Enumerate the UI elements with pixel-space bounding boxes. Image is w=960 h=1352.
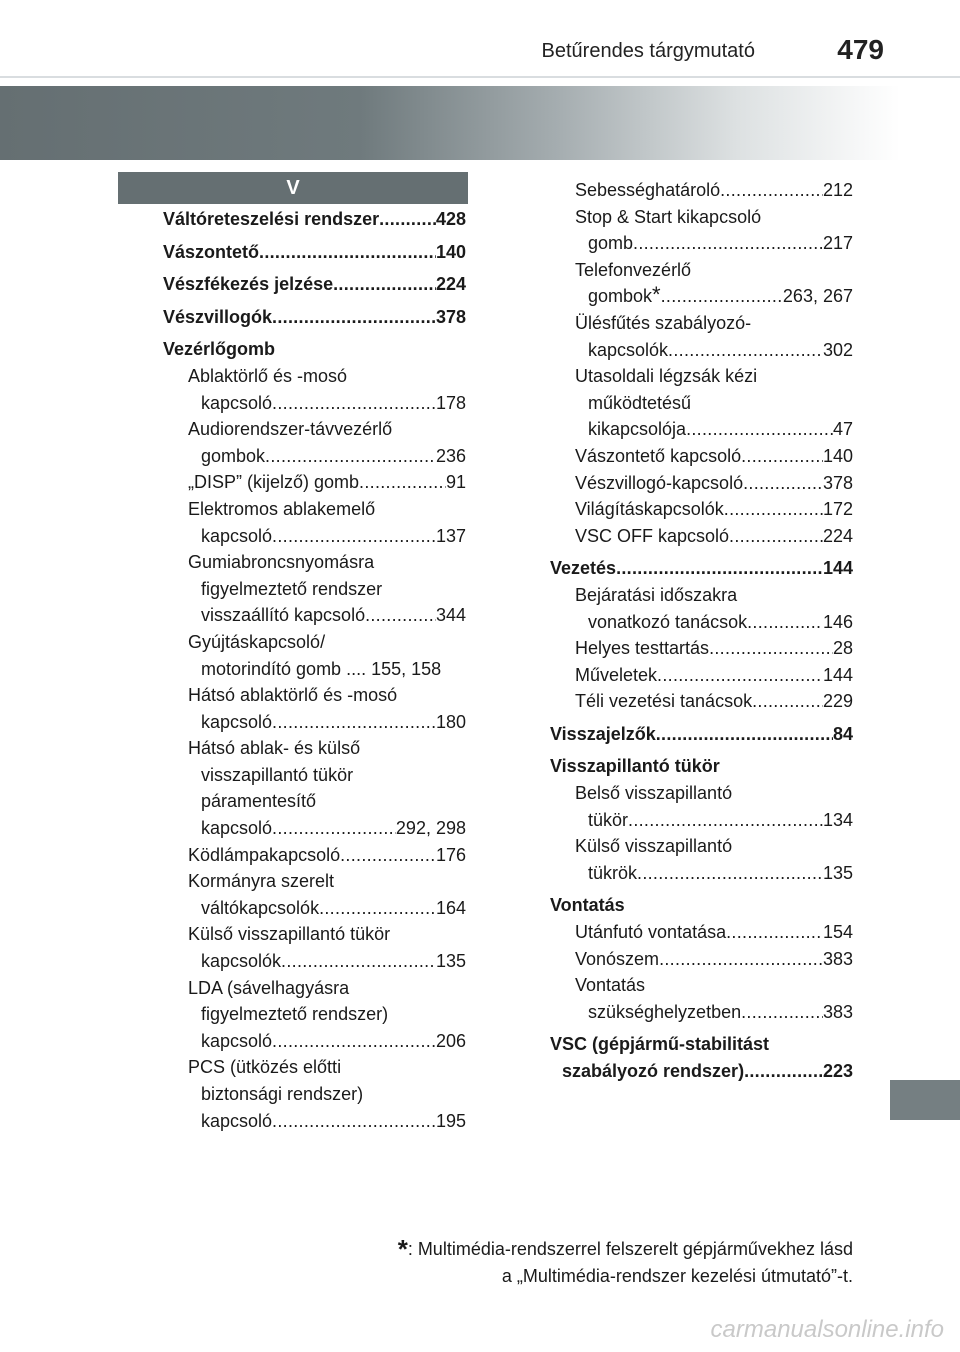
index-entry bbox=[550, 721, 853, 748]
index-entry bbox=[550, 635, 853, 662]
index-entry bbox=[550, 204, 853, 231]
index-entry bbox=[163, 336, 466, 363]
index-entry-term: Telefonvezérlő bbox=[575, 259, 692, 280]
index-entry bbox=[163, 304, 466, 331]
index-entry bbox=[550, 1058, 853, 1085]
index-entry-term: Vészvillogók bbox=[163, 306, 273, 327]
index-entry-term: „DISP” (kijelző) gomb bbox=[188, 472, 360, 493]
index-entry-term: tükrök bbox=[588, 862, 638, 883]
index-entry bbox=[163, 842, 466, 869]
index-entry-term: kapcsoló bbox=[201, 818, 273, 839]
index-entry-page: 263, 267 bbox=[782, 286, 853, 307]
footnote-line-1: *: Multimédia-rendszerrel felszerelt gépjárművekhez lásd bbox=[397, 1234, 853, 1264]
dot-leader bbox=[661, 283, 783, 310]
dot-leader bbox=[729, 523, 823, 550]
index-entry-term: Utasoldali légzsák kézi bbox=[575, 366, 758, 387]
dot-leader bbox=[265, 443, 436, 470]
index-entry-term: kapcsolók bbox=[201, 951, 282, 972]
index-entry-term: Hátsó ablaktörlő és -mosó bbox=[188, 685, 398, 706]
index-entry-page: 223 bbox=[822, 1061, 853, 1081]
index-entry-term: kapcsoló bbox=[201, 1110, 273, 1131]
dot-leader bbox=[272, 709, 436, 736]
dot-leader bbox=[272, 1028, 436, 1055]
dot-leader bbox=[657, 662, 823, 689]
index-column-right bbox=[550, 177, 853, 1085]
dot-leader bbox=[281, 948, 436, 975]
index-entry-term: Utánfutó vontatása bbox=[575, 922, 727, 943]
index-entry bbox=[163, 523, 466, 550]
index-entry-page: 135 bbox=[822, 862, 853, 883]
dot-leader bbox=[744, 1058, 823, 1085]
footnote bbox=[293, 1236, 853, 1290]
index-entry-term: működtetésű bbox=[588, 392, 692, 413]
index-entry bbox=[163, 1081, 466, 1108]
index-entry bbox=[163, 1054, 466, 1081]
index-entry-term: LDA (sávelhagyásra bbox=[188, 977, 350, 998]
index-entry-page: 140 bbox=[822, 445, 853, 466]
index-entry-term: Kormányra szerelt bbox=[188, 871, 335, 892]
chapter-side-tab bbox=[890, 1080, 960, 1120]
index-entry bbox=[163, 549, 466, 576]
index-entry-term: Műveletek bbox=[575, 664, 658, 685]
index-entry-page: 236 bbox=[435, 445, 466, 466]
index-entry bbox=[550, 177, 853, 204]
index-entry-term: tükör bbox=[588, 809, 629, 830]
index-entry bbox=[550, 999, 853, 1026]
index-entry-term: Visszajelzők bbox=[550, 723, 656, 744]
index-entry bbox=[163, 975, 466, 1002]
dot-leader bbox=[686, 416, 833, 443]
index-entry-term: Belső visszapillantó bbox=[575, 783, 733, 804]
index-entry bbox=[550, 363, 853, 390]
index-entry-term: PCS (ütközés előtti bbox=[188, 1057, 342, 1078]
index-entry-term: kapcsoló bbox=[201, 1030, 273, 1051]
dot-leader bbox=[272, 815, 396, 842]
header-divider bbox=[0, 76, 960, 78]
index-entry bbox=[163, 948, 466, 975]
index-entry-term: váltókapcsolók bbox=[201, 897, 320, 918]
index-entry-term: visszaállító kapcsoló bbox=[201, 605, 366, 626]
index-entry bbox=[163, 868, 466, 895]
index-entry: gombok * ..... 263, 267 bbox=[550, 283, 853, 310]
index-entry-term: vonatkozó tanácsok bbox=[588, 611, 748, 632]
index-entry bbox=[163, 815, 466, 842]
index-entry-page: 217 bbox=[822, 233, 853, 254]
index-entry-term: Elektromos ablakemelő bbox=[188, 498, 376, 519]
index-entry bbox=[550, 555, 853, 582]
dot-leader bbox=[656, 721, 833, 748]
index-entry-term: Téli vezetési tanácsok bbox=[575, 691, 753, 712]
index-entry-page: 428 bbox=[435, 209, 466, 229]
index-entry bbox=[163, 735, 466, 762]
index-entry-page: 292, 298 bbox=[395, 818, 466, 839]
dot-leader bbox=[333, 271, 436, 298]
index-entry bbox=[550, 257, 853, 284]
index-entry-page: 146 bbox=[822, 611, 853, 632]
index-entry bbox=[550, 860, 853, 887]
index-entry-page: 176 bbox=[435, 844, 466, 865]
footnote-star: * bbox=[397, 1234, 408, 1264]
index-entry bbox=[163, 788, 466, 815]
index-entry-page: 144 bbox=[822, 664, 853, 685]
index-entry bbox=[550, 470, 853, 497]
index-entry bbox=[163, 602, 466, 629]
index-entry-term: Vászontető bbox=[163, 241, 260, 262]
index-entry-term: Helyes testtartás bbox=[575, 638, 710, 659]
dot-leader bbox=[365, 602, 436, 629]
index-entry-page: 229 bbox=[822, 691, 853, 712]
index-entry-term: figyelmeztető rendszer bbox=[201, 578, 383, 599]
index-entry-term: Külső visszapillantó tükör bbox=[188, 924, 391, 945]
index-entry bbox=[163, 469, 466, 496]
index-entry-term: Vonószem bbox=[575, 948, 660, 969]
dot-leader bbox=[659, 946, 823, 973]
index-entry-page: 378 bbox=[822, 472, 853, 493]
index-entry-page: 84 bbox=[832, 723, 853, 744]
chapter-banner bbox=[0, 86, 900, 160]
index-entry-term: Ablaktörlő és -mosó bbox=[188, 365, 348, 386]
index-entry-term: Vészfékezés jelzése bbox=[163, 274, 334, 295]
index-entry-term: Külső visszapillantó bbox=[575, 836, 733, 857]
index-entry-term: gombok bbox=[201, 445, 266, 466]
dot-leader bbox=[616, 555, 823, 582]
dot-leader bbox=[633, 230, 823, 257]
index-entry-term: VSC (gépjármű-stabilitást bbox=[550, 1034, 770, 1055]
index-entry-term: Gumiabroncsnyomásra bbox=[188, 552, 375, 573]
index-entry-term: Vászontető kapcsoló bbox=[575, 445, 742, 466]
index-entry bbox=[163, 363, 466, 390]
index-entry-page: 383 bbox=[822, 948, 853, 969]
index-entry-term: Visszapillantó tükör bbox=[550, 756, 720, 777]
index-entry-term: kapcsoló bbox=[201, 392, 273, 413]
index-entry-term: biztonsági rendszer) bbox=[201, 1084, 364, 1104]
index-entry-term: páramentesítő bbox=[201, 791, 317, 812]
dot-leader bbox=[752, 688, 823, 715]
dot-leader bbox=[637, 860, 823, 887]
index-entry bbox=[163, 1001, 466, 1028]
index-column-left bbox=[163, 206, 466, 1134]
index-entry bbox=[163, 416, 466, 443]
index-entry bbox=[550, 230, 853, 257]
index-entry-term: szabályozó rendszer) bbox=[562, 1061, 745, 1081]
index-entry bbox=[550, 919, 853, 946]
index-entry-page: 172 bbox=[822, 499, 853, 520]
index-entry-term: Váltóreteszelési rendszer bbox=[163, 209, 380, 229]
dot-leader bbox=[741, 999, 823, 1026]
index-entry-term: gombok bbox=[588, 286, 653, 307]
dot-leader bbox=[259, 239, 436, 266]
index-entry bbox=[550, 496, 853, 523]
header-bar bbox=[0, 0, 960, 78]
index-entry bbox=[163, 390, 466, 417]
index-entry-term: Vezérlőgomb bbox=[163, 339, 276, 360]
index-entry bbox=[163, 443, 466, 470]
dot-leader bbox=[720, 177, 823, 204]
index-entry bbox=[163, 1028, 466, 1055]
index-entry-page: 178 bbox=[435, 392, 466, 413]
index-entry bbox=[550, 310, 853, 337]
index-entry-term: Bejáratási időszakra bbox=[575, 584, 738, 605]
index-entry-term: Ülésfűtés szabályozó- bbox=[575, 312, 752, 333]
index-entry-term: Vontatás bbox=[550, 895, 625, 916]
index-entry bbox=[550, 609, 853, 636]
dot-leader bbox=[628, 807, 823, 834]
index-entry bbox=[550, 443, 853, 470]
index-entry-page: 378 bbox=[435, 306, 466, 327]
index-entry bbox=[550, 753, 853, 780]
index-entry-term: kikapcsolója bbox=[588, 419, 687, 440]
index-entry-page: 224 bbox=[435, 274, 466, 295]
index-entry-page: 302 bbox=[822, 339, 853, 360]
dot-leader bbox=[319, 895, 436, 922]
index-entry bbox=[163, 629, 466, 656]
index-entry bbox=[550, 523, 853, 550]
dot-leader bbox=[340, 842, 436, 869]
index-entry bbox=[163, 709, 466, 736]
dot-leader bbox=[379, 206, 436, 233]
index-entry bbox=[163, 895, 466, 922]
index-entry-term: Vészvillogó-kapcsoló bbox=[575, 472, 744, 493]
index-entry bbox=[163, 1108, 466, 1135]
index-entry bbox=[163, 239, 466, 266]
index-entry-page: 28 bbox=[832, 638, 853, 659]
index-entry-page: 212 bbox=[822, 180, 853, 200]
index-entry bbox=[163, 576, 466, 603]
index-entry-page: 134 bbox=[822, 809, 853, 830]
index-entry-page: 180 bbox=[435, 711, 466, 732]
footnote-line-2: a „Multimédia-rendszer kezelési útmutató”-t. bbox=[501, 1266, 853, 1286]
index-entry-page: 135 bbox=[435, 951, 466, 972]
dot-leader bbox=[272, 523, 436, 550]
dot-leader bbox=[359, 469, 446, 496]
section-letter-header: V bbox=[118, 172, 468, 204]
index-entry bbox=[550, 662, 853, 689]
index-entry bbox=[550, 946, 853, 973]
index-entry-term: kapcsoló bbox=[201, 711, 273, 732]
index-entry bbox=[550, 337, 853, 364]
index-entry-term: VSC OFF kapcsoló bbox=[575, 525, 730, 546]
index-entry bbox=[163, 921, 466, 948]
dot-leader bbox=[272, 1108, 436, 1135]
index-entry-page: 144 bbox=[822, 558, 853, 579]
index-entry bbox=[163, 496, 466, 523]
index-entry bbox=[550, 780, 853, 807]
index-entry-page: 137 bbox=[435, 525, 466, 546]
index-entry bbox=[550, 416, 853, 443]
index-entry-term: Hátsó ablak- és külső bbox=[188, 738, 361, 759]
index-entry bbox=[550, 1031, 853, 1058]
index-entry-term: Gyújtáskapcsoló/ bbox=[188, 631, 326, 652]
index-entry-page: 47 bbox=[832, 419, 853, 440]
index-entry-term: Vezetés bbox=[550, 558, 617, 579]
index-entry-page: 91 bbox=[445, 472, 466, 493]
index-entry bbox=[550, 807, 853, 834]
header-title: Betűrendes tárgymutató bbox=[541, 40, 755, 62]
index-entry-page: 164 bbox=[435, 897, 466, 918]
dot-leader bbox=[272, 390, 436, 417]
index-entry-term: Sebességhatároló bbox=[575, 180, 721, 200]
dot-leader bbox=[668, 337, 823, 364]
watermark: carmanualsonline.info bbox=[710, 1316, 944, 1343]
index-entry-page: 140 bbox=[435, 241, 466, 262]
index-entry-term: Ködlámpakapcsoló bbox=[188, 844, 341, 865]
index-entry bbox=[163, 206, 466, 233]
index-entry bbox=[550, 688, 853, 715]
index-entry-page: 195 bbox=[435, 1110, 466, 1131]
index-entry bbox=[550, 582, 853, 609]
page-number: 479 bbox=[837, 34, 884, 65]
index-entry-term: Világításkapcsolók bbox=[575, 499, 724, 520]
index-entry-page: 206 bbox=[435, 1030, 466, 1051]
index-entry bbox=[163, 762, 466, 789]
index-entry-page: 383 bbox=[822, 1001, 853, 1022]
index-entry-term: kapcsoló bbox=[201, 525, 273, 546]
index-entry bbox=[163, 656, 466, 683]
index-entry bbox=[550, 892, 853, 919]
index-entry bbox=[550, 390, 853, 417]
index-entry-page: 344 bbox=[435, 605, 466, 626]
index-entry-term: Stop & Start kikapcsoló bbox=[575, 206, 762, 227]
index-entry bbox=[550, 972, 853, 999]
index-entry-term: gomb bbox=[588, 233, 634, 254]
index-entry-term: visszapillantó tükör bbox=[201, 764, 354, 785]
index-entry-term: motorindító gomb .... 155, 158 bbox=[201, 658, 442, 679]
dot-leader bbox=[741, 443, 823, 470]
dot-leader bbox=[272, 304, 436, 331]
index-entry-page: 224 bbox=[822, 525, 853, 546]
index-entry-term: szükséghelyzetben bbox=[588, 1001, 742, 1022]
index-entry bbox=[163, 682, 466, 709]
index-entry-page: 154 bbox=[822, 922, 853, 943]
dot-leader bbox=[724, 496, 823, 523]
index-entry-term: kapcsolók bbox=[588, 339, 669, 360]
dot-leader bbox=[709, 635, 833, 662]
index-entry-term: Vontatás bbox=[575, 975, 646, 996]
index-entry-term: Audiorendszer-távvezérlő bbox=[188, 419, 393, 440]
dot-leader bbox=[726, 919, 823, 946]
index-entry-term: figyelmeztető rendszer) bbox=[201, 1004, 389, 1025]
index-entry bbox=[163, 271, 466, 298]
dot-leader bbox=[747, 609, 823, 636]
index-entry bbox=[550, 833, 853, 860]
dot-leader bbox=[743, 470, 823, 497]
